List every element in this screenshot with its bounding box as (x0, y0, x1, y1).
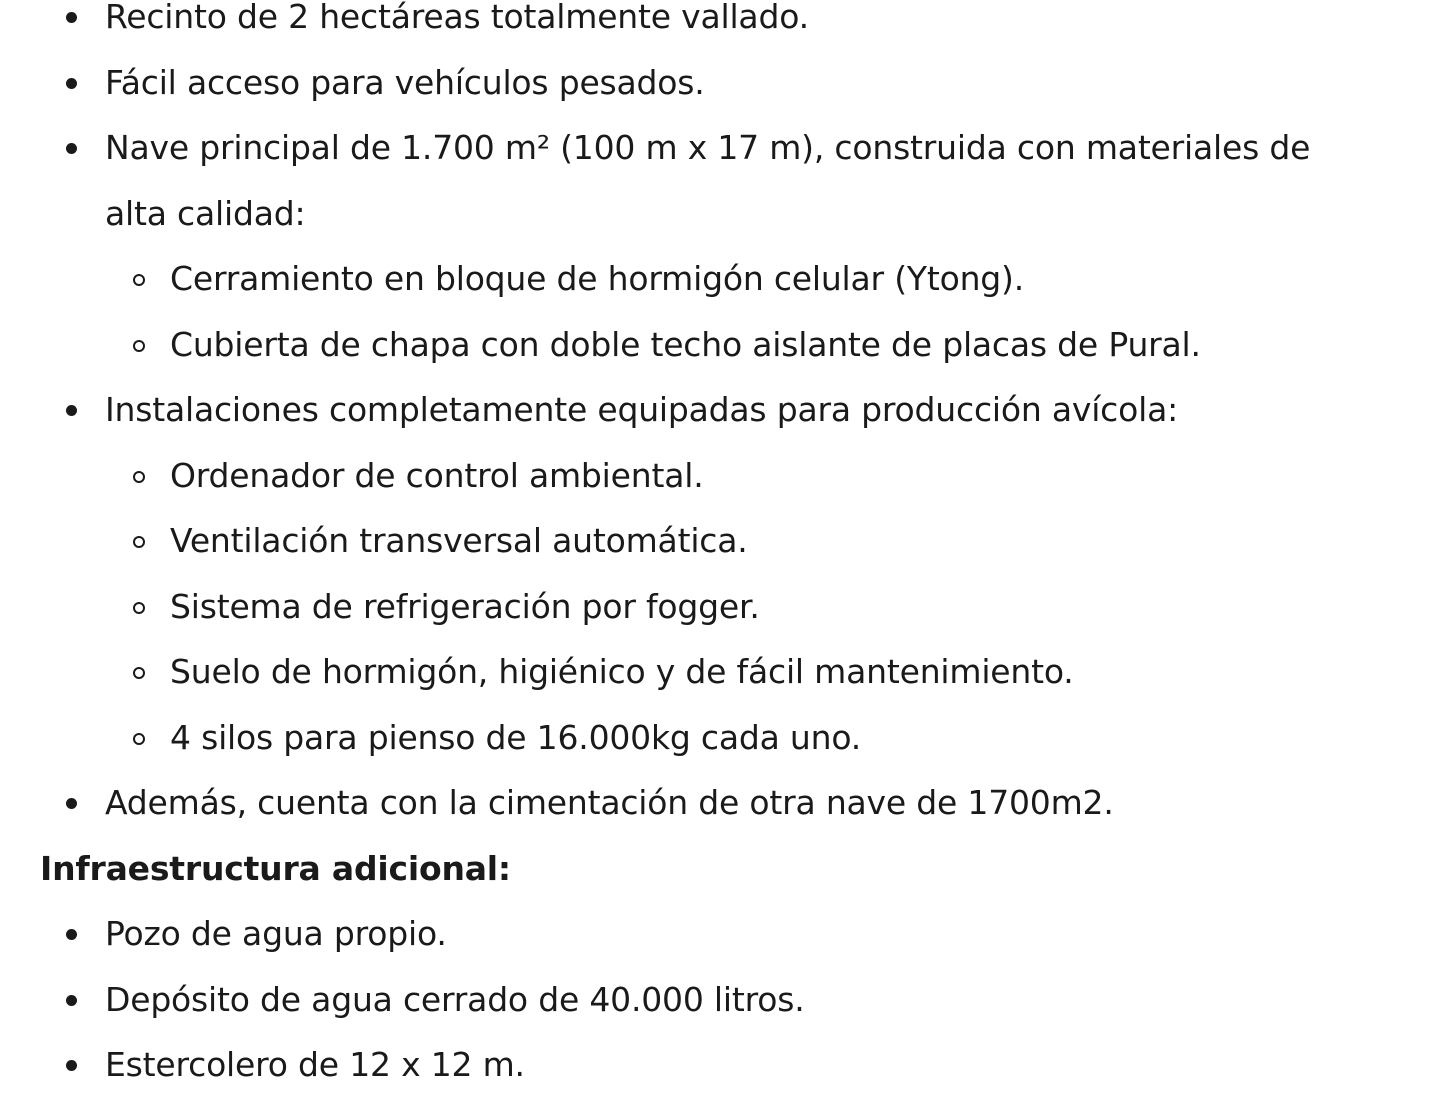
list-item-text: Además, cuenta con la cimentación de otra nave de 1700m2. (105, 783, 1114, 822)
sub-list-item (0, 639, 1441, 705)
list-item-text: Nave principal de 1.700 m² (100 m x 17 m), construida con materiales de (105, 128, 1311, 167)
bullet-disc (66, 1060, 77, 1071)
list-item (0, 50, 1441, 116)
list-item (0, 0, 1441, 50)
bullet-disc (66, 995, 77, 1006)
bullet-circle (133, 274, 145, 286)
sub-list-item (0, 312, 1441, 378)
list-item-text: Instalaciones completamente equipadas para producción avícola: (105, 390, 1179, 429)
sub-list-item-text: Cerramiento en bloque de hormigón celular (Ytong). (170, 259, 1024, 298)
list-item (0, 967, 1441, 1033)
bullet-circle (133, 667, 145, 679)
bullet-disc (66, 143, 77, 154)
sub-list-item-text: Sistema de refrigeración por fogger. (170, 586, 760, 626)
bullet-circle (133, 733, 145, 745)
bullet-disc (66, 798, 77, 809)
sub-list-item (0, 508, 1441, 574)
sub-list-item-text: Suelo de hormigón, higiénico y de fácil mantenimiento. (170, 652, 1074, 691)
section-heading (0, 836, 1441, 902)
list-item-text: Recinto de 2 hectáreas totalmente vallado. (105, 0, 809, 36)
list-item (0, 115, 1441, 181)
bullet-disc (66, 929, 77, 940)
sub-list-item (0, 705, 1441, 771)
list-item-text: Depósito de agua cerrado de 40.000 litros. (105, 979, 805, 1019)
list-item (0, 1032, 1441, 1098)
bullet-circle (133, 471, 145, 483)
list-item (0, 770, 1441, 836)
bullet-circle (133, 536, 145, 548)
sub-list-item (0, 574, 1441, 640)
sub-list-item (0, 246, 1441, 312)
sub-list-item-text: 4 silos para pienso de 16.000kg cada uno. (170, 717, 862, 757)
bullet-circle (133, 340, 145, 352)
list-item-text: alta calidad: (105, 193, 306, 233)
list-item-text: Fácil acceso para vehículos pesados. (105, 62, 705, 102)
sub-list-item-text: Ventilación transversal automática. (170, 521, 748, 560)
sub-list-item-text: Ordenador de control ambiental. (170, 455, 704, 495)
sub-list-item (0, 443, 1441, 509)
bullet-circle (133, 602, 145, 614)
bullet-disc (66, 405, 77, 416)
sub-list-item-text: Cubierta de chapa con doble techo aislante de placas de Pural. (170, 324, 1201, 364)
section-heading-text: Infraestructura adicional: (40, 848, 511, 888)
list-item-text: Pozo de agua propio. (105, 914, 447, 953)
list-item-text: Estercolero de 12 x 12 m. (105, 1045, 525, 1084)
list-item-continuation (0, 181, 1441, 247)
bullet-disc (66, 78, 77, 89)
list-item (0, 901, 1441, 967)
bullet-disc (66, 12, 77, 23)
list-item (0, 377, 1441, 443)
